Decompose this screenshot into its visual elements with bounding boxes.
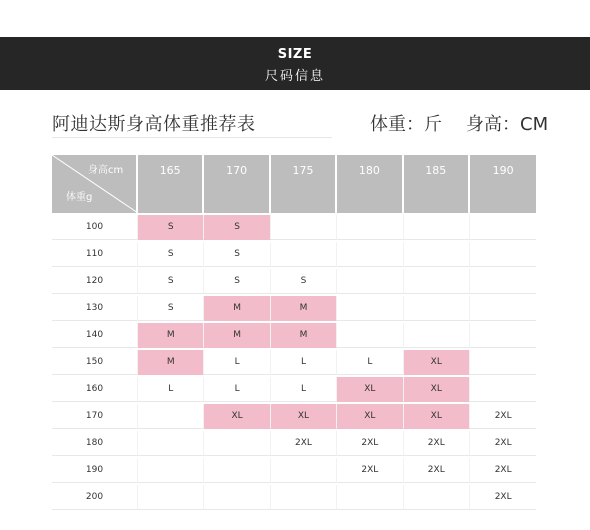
size-cell: M: [271, 323, 337, 348]
size-cell: [204, 485, 270, 510]
size-cell: S: [271, 269, 337, 294]
size-cell: XL: [337, 404, 403, 429]
size-cell: 2XL: [470, 485, 536, 510]
size-table: [52, 155, 540, 510]
size-cell: 2XL: [470, 404, 536, 429]
corner-height-label: 身高cm: [88, 165, 124, 176]
table-row: [52, 240, 540, 267]
size-cell: S: [138, 296, 204, 321]
size-cell: [337, 242, 403, 267]
weight-cell: 180: [52, 431, 138, 456]
size-cell: [470, 215, 536, 240]
weight-cell: 140: [52, 323, 138, 348]
weight-cell: 150: [52, 350, 138, 375]
size-cell: [337, 323, 403, 348]
size-cell: S: [138, 215, 204, 240]
table-body: [52, 213, 540, 510]
table-row: [52, 213, 540, 240]
size-cell: [470, 377, 536, 402]
weight-unit-label: 体重：斤: [370, 114, 442, 135]
size-cell: XL: [404, 404, 470, 429]
size-cell: M: [138, 350, 204, 375]
size-cell: [138, 458, 204, 483]
size-cell: [470, 323, 536, 348]
size-banner: [0, 37, 590, 90]
size-cell: L: [204, 377, 270, 402]
size-cell: S: [204, 269, 270, 294]
size-cell: [337, 215, 403, 240]
table-row: [52, 456, 540, 483]
table-row: [52, 348, 540, 375]
size-cell: 2XL: [271, 431, 337, 456]
size-cell: [470, 242, 536, 267]
size-cell: 2XL: [337, 458, 403, 483]
table-title: 阿迪达斯身高体重推荐表: [52, 114, 256, 135]
size-cell: S: [204, 242, 270, 267]
size-cell: 2XL: [404, 431, 470, 456]
size-cell: [337, 485, 403, 510]
size-cell: S: [138, 269, 204, 294]
size-cell: [470, 350, 536, 375]
size-cell: XL: [337, 377, 403, 402]
weight-cell: 100: [52, 215, 138, 240]
weight-cell: 190: [52, 458, 138, 483]
banner-title-en: SIZE: [277, 47, 313, 62]
size-cell: M: [271, 296, 337, 321]
size-cell: [271, 485, 337, 510]
size-cell: [204, 458, 270, 483]
table-row: [52, 402, 540, 429]
size-cell: [470, 269, 536, 294]
size-cell: [470, 296, 536, 321]
size-cell: [271, 242, 337, 267]
size-cell: [404, 296, 470, 321]
corner-cell: [52, 155, 138, 213]
size-cell: M: [204, 296, 270, 321]
height-headers: [138, 155, 536, 213]
table-row: [52, 267, 540, 294]
size-cell: [271, 215, 337, 240]
weight-cell: 120: [52, 269, 138, 294]
table-row: [52, 294, 540, 321]
weight-cell: 170: [52, 404, 138, 429]
height-header-cell: 170: [204, 155, 270, 213]
size-cell: [138, 404, 204, 429]
size-cell: XL: [404, 350, 470, 375]
size-cell: [404, 269, 470, 294]
size-cell: [404, 323, 470, 348]
size-cell: [404, 215, 470, 240]
height-header-cell: 165: [138, 155, 204, 213]
size-cell: 2XL: [404, 458, 470, 483]
weight-cell: 160: [52, 377, 138, 402]
size-cell: 2XL: [470, 458, 536, 483]
weight-cell: 110: [52, 242, 138, 267]
size-cell: L: [337, 350, 403, 375]
size-cell: 2XL: [337, 431, 403, 456]
height-header-cell: 190: [470, 155, 536, 213]
size-cell: XL: [404, 377, 470, 402]
height-unit-label: 身高：CM: [466, 114, 549, 135]
size-cell: M: [138, 323, 204, 348]
size-cell: 2XL: [470, 431, 536, 456]
size-cell: [337, 296, 403, 321]
size-cell: L: [271, 350, 337, 375]
size-cell: XL: [204, 404, 270, 429]
size-cell: S: [138, 242, 204, 267]
corner-weight-label: 体重g: [66, 192, 93, 203]
banner-title-zh: 尺码信息: [264, 69, 325, 84]
size-cell: M: [204, 323, 270, 348]
height-header-cell: 180: [337, 155, 403, 213]
title-underline: [52, 137, 332, 138]
table-row: [52, 483, 540, 510]
size-cell: S: [204, 215, 270, 240]
weight-cell: 200: [52, 485, 138, 510]
size-cell: XL: [271, 404, 337, 429]
table-row: [52, 429, 540, 456]
size-cell: [404, 485, 470, 510]
size-cell: [337, 269, 403, 294]
size-cell: [204, 431, 270, 456]
table-row: [52, 375, 540, 402]
size-cell: L: [271, 377, 337, 402]
height-header-cell: 175: [271, 155, 337, 213]
size-cell: L: [204, 350, 270, 375]
size-cell: [404, 242, 470, 267]
size-cell: L: [138, 377, 204, 402]
weight-cell: 130: [52, 296, 138, 321]
table-header-row: [52, 155, 540, 213]
size-cell: [138, 431, 204, 456]
size-cell: [271, 458, 337, 483]
height-header-cell: 185: [404, 155, 470, 213]
size-cell: [138, 485, 204, 510]
table-row: [52, 321, 540, 348]
